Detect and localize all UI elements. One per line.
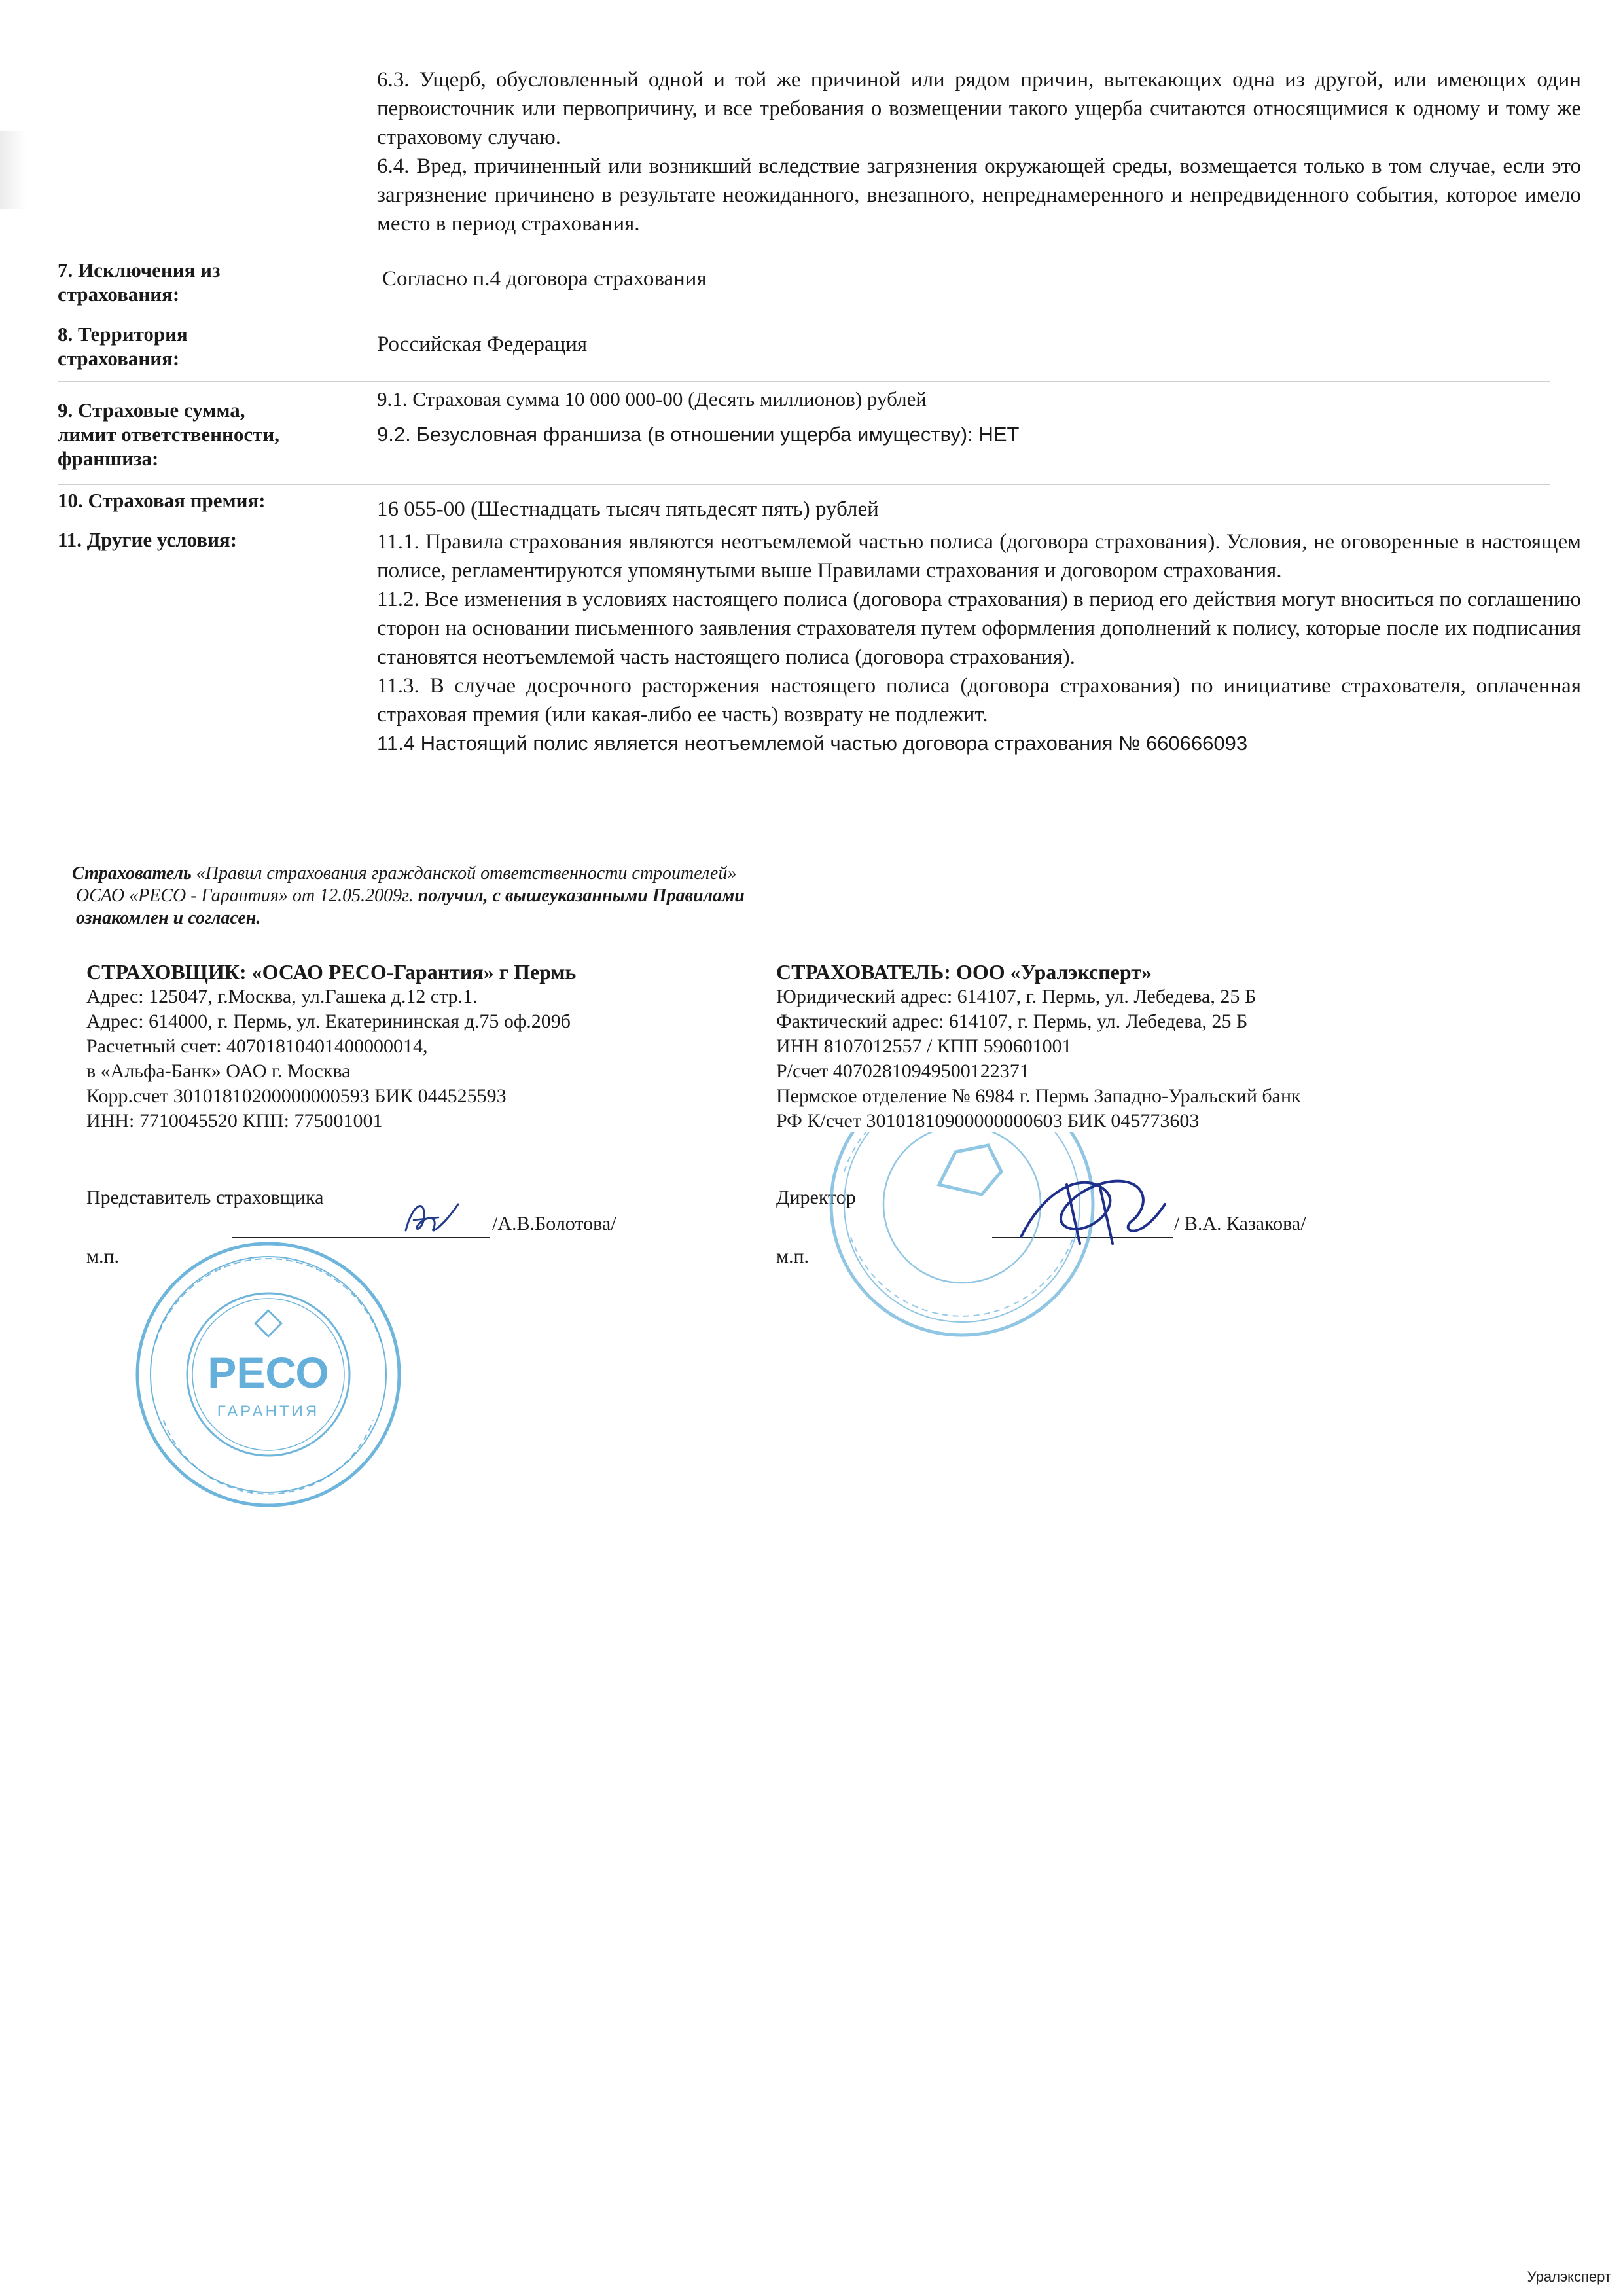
label-territory: 8. Территория страхования: (58, 323, 188, 370)
policyholder-rep-title: Директор (776, 1187, 856, 1208)
insurer-bank: в «Альфа-Банк» ОАО г. Москва (86, 1060, 351, 1082)
deductible: 9.2. Безусловная франшиза (в отношении ущерба имуществу): НЕТ (377, 423, 1020, 446)
policyholder-account: Р/счет 40702810949500122371 (776, 1060, 1029, 1082)
insurer-inn: ИНН: 7710045520 КПП: 775001001 (86, 1110, 383, 1132)
policyholder-inn: ИНН 8107012557 / КПП 590601001 (776, 1035, 1072, 1057)
insurer-corr-account: Корр.счет 30101810200000000593 БИК 044525593 (86, 1085, 507, 1107)
footer-mark: Уралэксперт (1527, 2269, 1611, 2285)
reso-stamp (124, 1230, 412, 1518)
policyholder-signature (1008, 1165, 1178, 1257)
insurer-block (86, 960, 576, 1134)
policyholder-mp: м.п. (776, 1246, 810, 1267)
reso-stamp-logo: РЕСО (207, 1348, 329, 1397)
clause-11-4: 11.4 Настоящий полис является неотъемлемой частью договора страхования № 660666093 (377, 732, 1248, 755)
clause-11-3: 11.3. В случае досрочного расторжения настоящего полиса (договора страхования) по инициативе страхователя, оплаченная страховая премия (или какая-либо ее часть) возврату не подлежит. (377, 674, 1581, 726)
clause-6-text (377, 65, 1581, 238)
insurer-rep-name: /А.В.Болотова/ (492, 1213, 616, 1234)
clause-6-4: 6.4. Вред, причиненный или возникший вследствие загрязнения окружающей среды, возмещается только в том случае, если это загрязнение причинено в результате неожиданного, внезапного, непреднамеренного и непредвиденного события, которое имело место в период страхования. (377, 154, 1581, 236)
reso-stamp-sub: ГАРАНТИЯ (217, 1403, 320, 1420)
insurer-rep-title: Представитель страховщика (86, 1187, 324, 1208)
value-sums (377, 386, 1581, 449)
insurer-account: Расчетный счет: 40701810401400000014, (86, 1035, 428, 1057)
policyholder-rep-name: / В.А. Казакова/ (1174, 1213, 1306, 1234)
clause-11-1: 11.1. Правила страхования являются неотъемлемой частью полиса (договора страхования). Условия, не оговоренные в настоящем полисе, регламентируются упомянутыми выше Правилами страхования и договором страхования. (377, 530, 1581, 583)
policyholder-actual-address: Фактический адрес: 614107, г. Пермь, ул. Лебедева, 25 Б (776, 1011, 1248, 1032)
policyholder-legal-address: Юридический адрес: 614107, г. Пермь, ул. Лебедева, 25 Б (776, 986, 1257, 1007)
policyholder-corr-account: РФ К/счет 30101810900000000603 БИК 045773603 (776, 1110, 1200, 1132)
label-premium: 10. Страховая премия: (58, 489, 266, 512)
scan-shadow (0, 131, 26, 209)
acknowledgement: Страхователь «Правил страхования гражданской ответственности строителей» ОСАО «РЕСО - Гарантия» от 12.05.2009г. получил, с вышеуказанными Правилами ознакомлен и согласен. (72, 863, 745, 928)
label-sums: 9. Страховые сумма, лимит ответственности, франшиза: (58, 399, 279, 470)
insurer-address-2: Адрес: 614000, г. Пермь, ул. Екатерининская д.75 оф.209б (86, 1011, 571, 1032)
value-premium: 16 055-00 (Шестнадцать тысяч пятьдесят пять) рублей (377, 497, 879, 521)
policyholder-block (776, 960, 1301, 1134)
policyholder-heading: СТРАХОВАТЕЛЬ: ООО «Уралэксперт» (776, 960, 1152, 984)
insurer-heading: СТРАХОВЩИК: «ОСАО РЕСО-Гарантия» г Пермь (86, 960, 577, 984)
policyholder-bank: Пермское отделение № 6984 г. Пермь Западно-Уральский банк (776, 1085, 1301, 1107)
value-exclusions: Согласно п.4 договора страхования (382, 267, 707, 291)
sum-insured: 9.1. Страховая сумма 10 000 000-00 (Десять миллионов) рублей (377, 387, 927, 410)
insurer-mp: м.п. (86, 1246, 120, 1267)
insurer-address-1: Адрес: 125047, г.Москва, ул.Гашека д.12 стр.1. (86, 986, 478, 1007)
value-territory: Российская Федерация (377, 332, 588, 356)
label-exclusions: 7. Исключения из страхования: (58, 259, 221, 306)
clause-11-2: 11.2. Все изменения в условиях настоящего полиса (договора страхования) в период его действия могут вноситься по соглашению сторон на основании письменного заявления страхователя путем оформления дополнений к полису, которые после их подписания становятся неотъемлемой часть настоящего полиса (договора страхования). (377, 588, 1581, 669)
clause-6-3: 6.3. Ущерб, обусловленный одной и той же причиной или рядом причин, вытекающих одна из другой, или имеющих один первоисточник или первопричину, и все требования о возмещении такого ущерба считаются относящимися к одному и тому же страховому случаю. (377, 68, 1581, 149)
divider (58, 484, 1550, 485)
label-other: 11. Другие условия: (58, 528, 238, 551)
value-other (377, 528, 1581, 758)
divider (58, 381, 1550, 382)
